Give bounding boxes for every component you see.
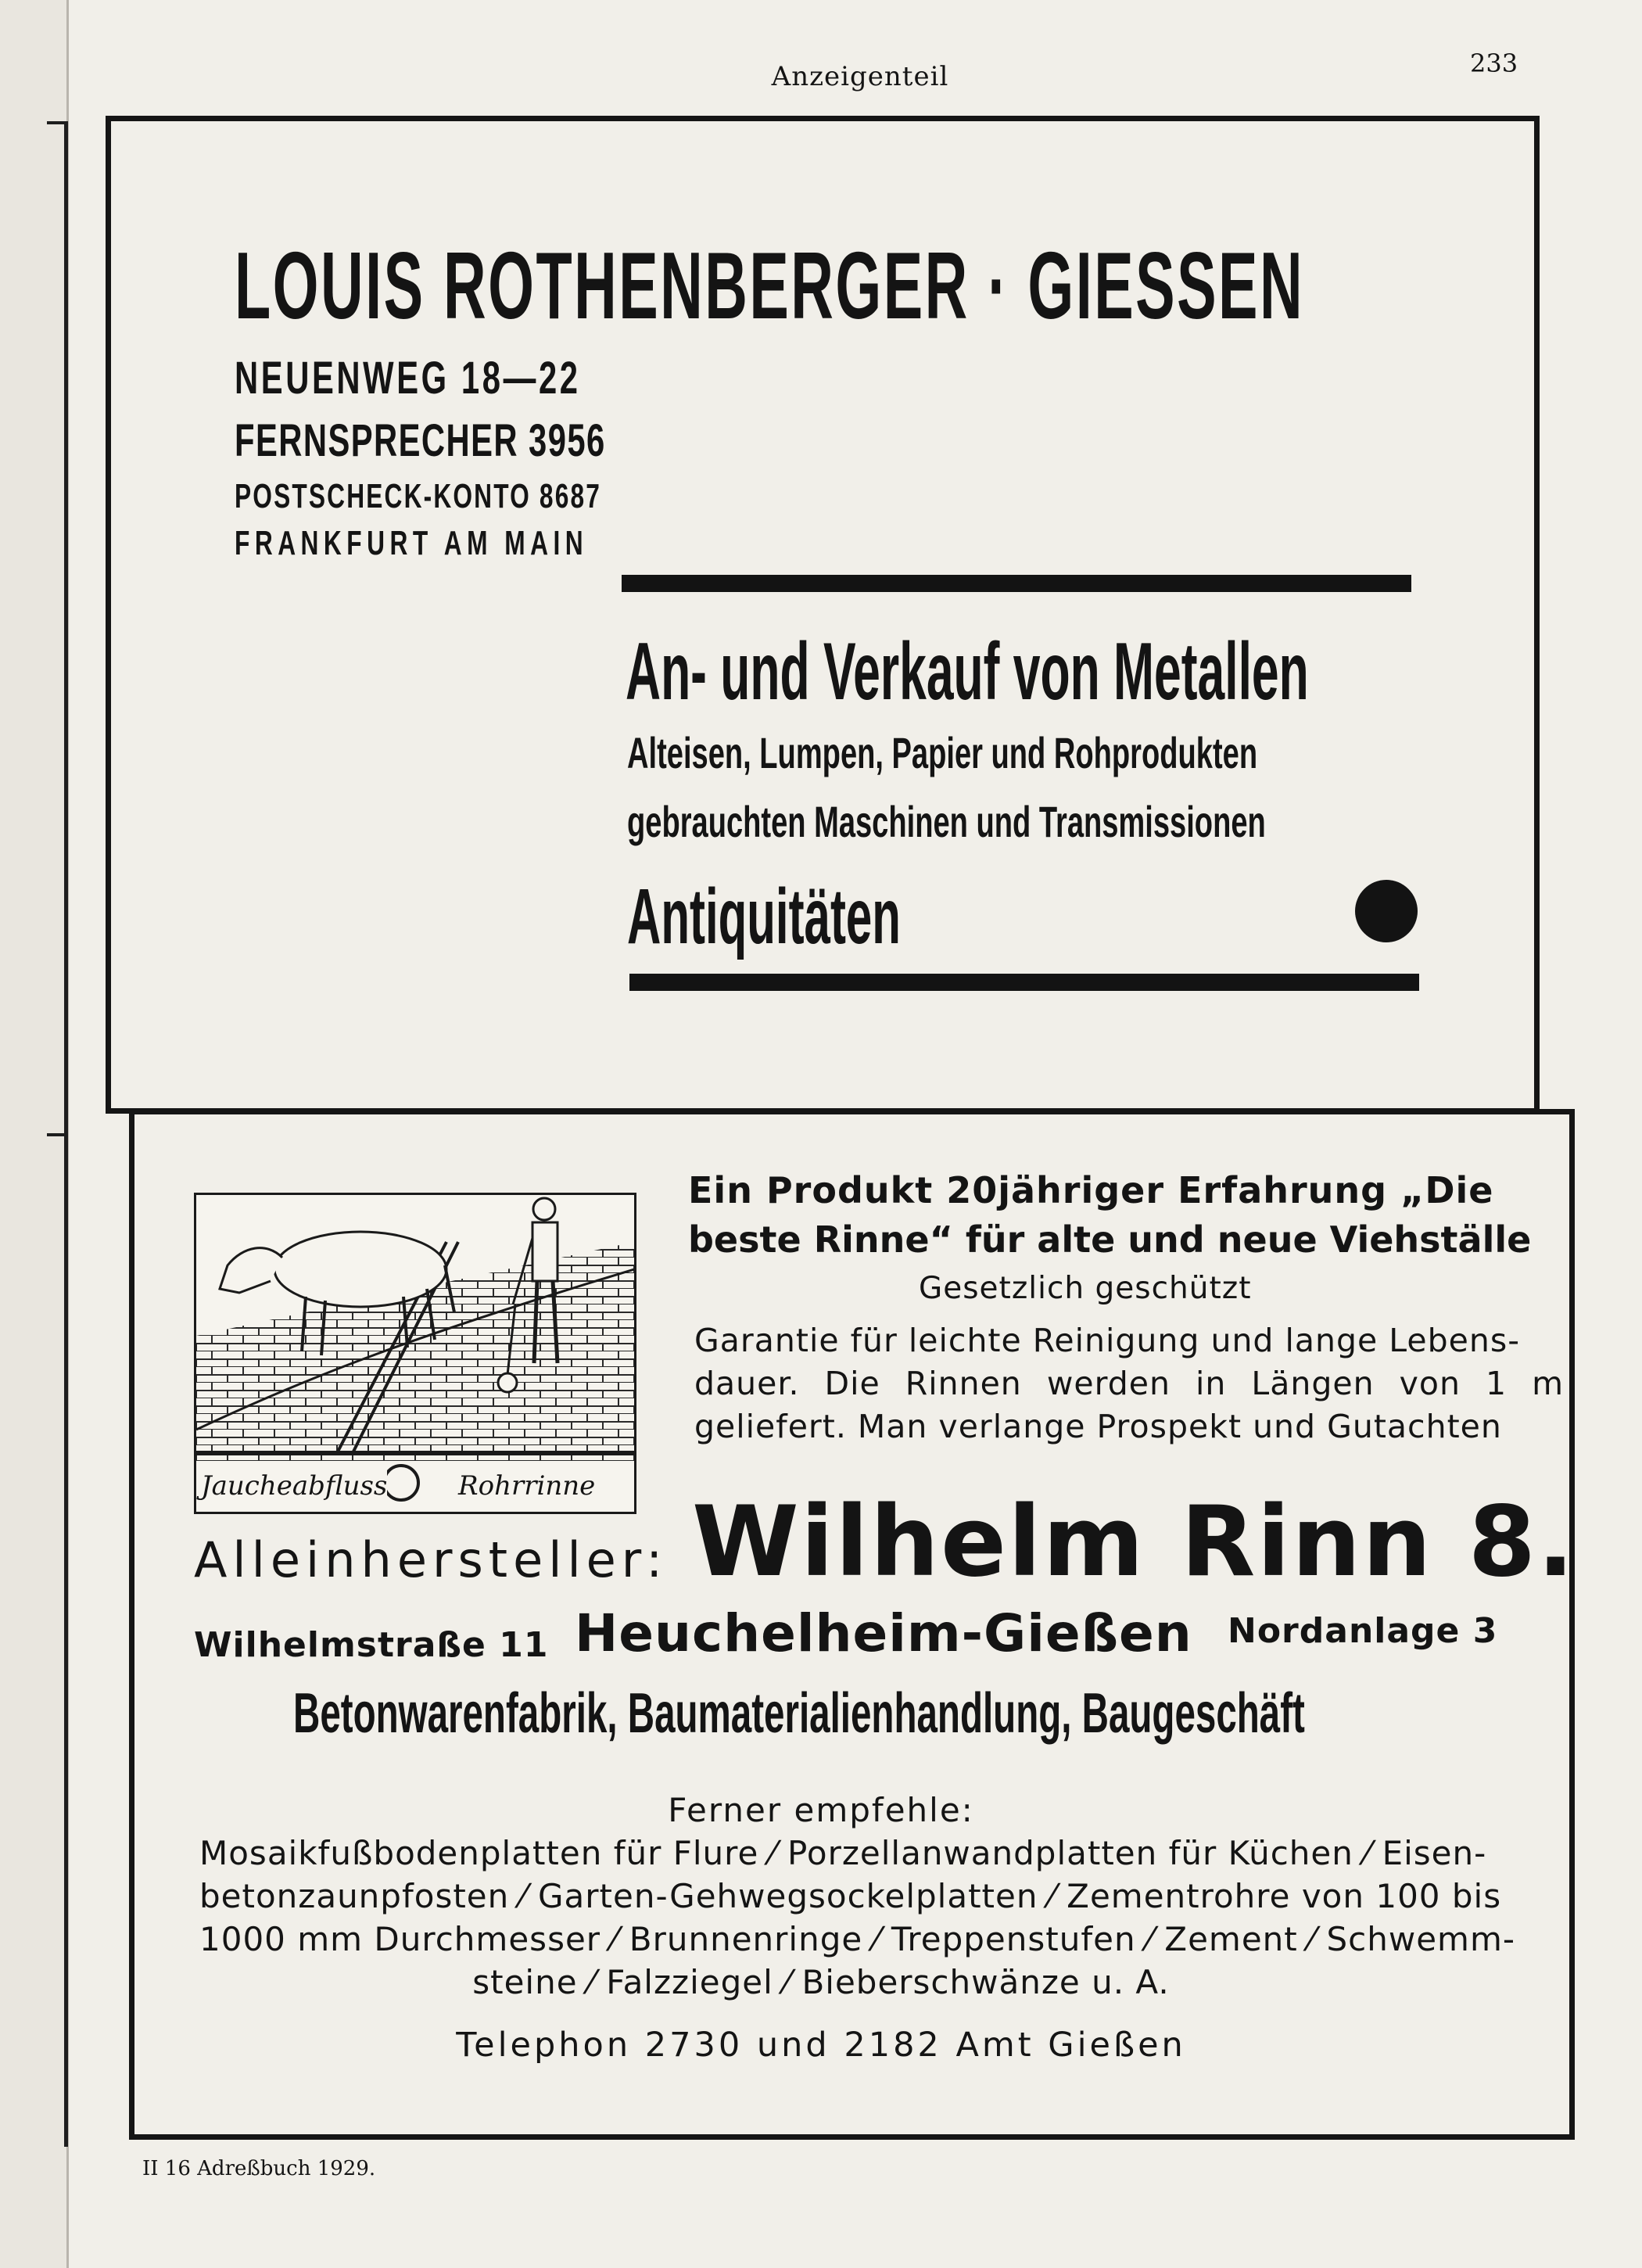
- protected-note: Gesetzlich geschützt: [919, 1271, 1252, 1306]
- product-list-line: betonzaunpfosten ⁄ Garten-Gehwegsockelplatten ⁄ Zementrohre von 100 bis: [199, 1877, 1502, 1915]
- previous-page-rule: [47, 121, 68, 1136]
- stable-gutter-illustration: [194, 1193, 636, 1514]
- divider-bar-bottom: [629, 974, 1419, 991]
- product-list-line: 1000 mm Durchmesser ⁄ Brunnenringe ⁄ Treppenstufen ⁄ Zement ⁄ Schwemm-: [199, 1920, 1516, 1958]
- antiques-heading: Antiquitäten: [627, 873, 901, 960]
- guarantee-line: geliefert. Man verlange Prospekt und Gutachten: [694, 1408, 1502, 1445]
- ad-subline: gebrauchten Maschinen und Transmissionen: [627, 797, 1266, 846]
- address-street-left: Wilhelmstraße 11: [194, 1625, 549, 1665]
- address-street: NEUENWEG 18—22: [235, 353, 581, 404]
- drain-outlet-icon: [384, 1466, 418, 1500]
- manufacturer-name: Wilhelm Rinn 8.: [692, 1486, 1576, 1599]
- address-town: Heuchelheim-Gießen: [575, 1603, 1192, 1663]
- stable-drawing: [196, 1195, 634, 1512]
- address-street-right: Nordanlage 3: [1228, 1611, 1498, 1651]
- ad-headline: An- und Verkauf von Metallen: [626, 626, 1309, 717]
- ad-subline: Alteisen, Lumpen, Papier und Rohprodukten: [627, 728, 1258, 777]
- bullet-dot: [1355, 880, 1418, 942]
- product-list-line: steine ⁄ Falzziegel ⁄ Bieberschwänze u. A.: [472, 1963, 1170, 2001]
- running-header: Anzeigenteil: [771, 61, 949, 92]
- product-line: beste Rinne“ für alte und neue Viehställe: [688, 1218, 1532, 1261]
- firm-name: LOUIS ROTHENBERGER · GIESSEN: [235, 232, 1305, 339]
- guarantee-line: dauer. Die Rinnen werden in Längen von 1 m: [694, 1365, 1565, 1402]
- address-phone: FERNSPRECHER 3956: [235, 415, 606, 466]
- footer-note: II 16 Adreßbuch 1929.: [142, 2157, 376, 2180]
- divider-bar-top: [622, 575, 1411, 592]
- illustration-label-drain: Jaucheabfluss: [201, 1470, 388, 1502]
- product-list-line: Mosaikfußbodenplatten für Flure ⁄ Porzellanwandplatten für Küchen ⁄ Eisen-: [199, 1834, 1487, 1872]
- product-line: Ein Produkt 20jähriger Erfahrung „Die: [688, 1169, 1494, 1211]
- sole-manufacturer-label: Alleinhersteller:: [194, 1531, 669, 1588]
- address-postscheck: POSTSCHECK-KONTO 8687: [235, 477, 602, 515]
- address-city: FRANKFURT AM MAIN: [235, 524, 589, 562]
- business-description: Betonwarenfabrik, Baumaterialienhandlung, Baugeschäft: [293, 1682, 1305, 1745]
- further-recommend-title: Ferner empfehle:: [668, 1791, 974, 1829]
- page-number: 233: [1470, 48, 1518, 78]
- telephone-line: Telephon 2730 und 2182 Amt Gießen: [456, 2026, 1186, 2065]
- guarantee-line: Garantie für leichte Reinigung und lange Lebens-: [694, 1322, 1521, 1359]
- illustration-label-gutter: Rohrrinne: [458, 1470, 596, 1502]
